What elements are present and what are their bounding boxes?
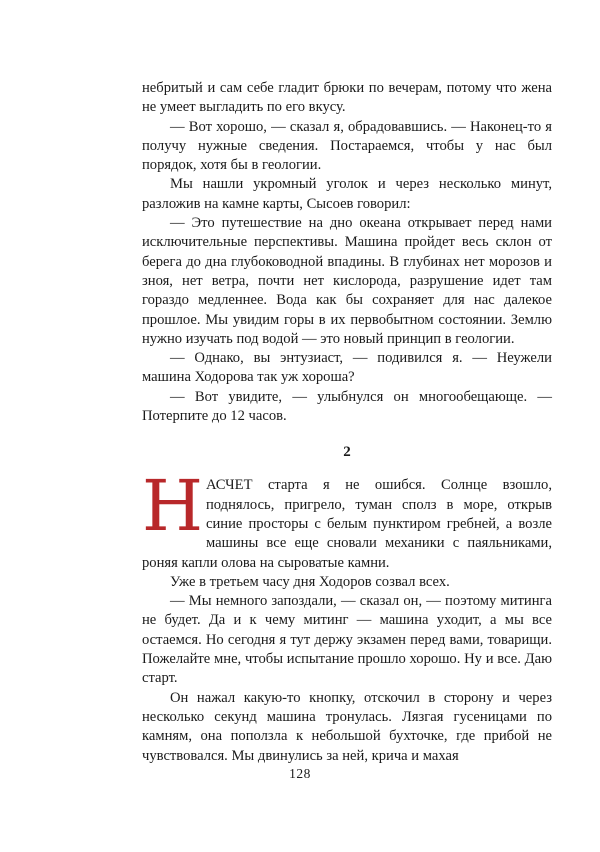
chapter-opening-text: АСЧЕТ старта я не ошибся. Солнце взошло, поднялось, пригрело, туман сполз в море, открыв синие просторы с белым пунктиром гребней, а возле машины все еще сновали механики с паяльниками, роняя капли олова на сыроватые камни. [142, 477, 552, 571]
paragraph-9: Он нажал какую-то кнопку, отскочил в сторону и через несколько секунд машина тронулась. Лязгая гусеницами по камням, она поползла к небольшой бухточке, где прибой не чувствовался. Мы двинулись за ней, крича и махая [142, 689, 552, 764]
body-text [142, 79, 552, 766]
paragraph-2: — Вот хорошо, — сказал я, обрадовавшись. — Наконец-то я получу нужные сведения. Постараемся, чтобы у нас был порядок, хотя бы в геологии. [142, 118, 552, 174]
paragraph-5: — Однако, вы энтузиаст, — подивился я. — Неужели машина Ходорова так уж хороша? [142, 350, 552, 386]
chapter-number: 2 [343, 444, 351, 461]
page-number: 128 [289, 766, 311, 781]
drop-cap: Н [142, 465, 204, 548]
paragraph-1: небритый и сам себе гладит брюки по вечерам, потому что жена не умеет выгладить по его вкусу. [142, 80, 552, 116]
paragraph-6: — Вот увидите, — улыбнулся он многообещающе. — Потерпите до 12 часов. [142, 388, 552, 425]
paragraph-7: Уже в третьем часу дня Ходоров созвал всех. [170, 573, 450, 590]
paragraph-4: — Это путешествие на дно океана открывает перед нами исключительные перспективы. Машина пройдет весь склон от берега до дна глубоководной впадины. В глубинах нет морозов и зноя, нет ветра, почти нет кислорода, разрушение идет там гораздо медленнее. Вода как бы сохраняет для нас далекое прошлое. Мы увидим горы в их первобытном состоянии. Землю нужно изучать под водой — это новый принцип в геологии. [142, 215, 552, 347]
paragraph-3: Мы нашли укромный уголок и через несколько минут, разложив на камне карты, Сысоев говорил: [142, 176, 552, 212]
paragraph-8: — Мы немного запоздали, — сказал он, — поэтому митинга не будет. Да и к чему митинг — машина уходит, а мы все остаемся. Но сегодня я тут держу экзамен перед вами, товарищи. Пожелайте мне, чтобы испытание прошло хорошо. Ну и все. Даю старт. [142, 593, 552, 687]
chapter-opening-paragraph [142, 465, 552, 572]
